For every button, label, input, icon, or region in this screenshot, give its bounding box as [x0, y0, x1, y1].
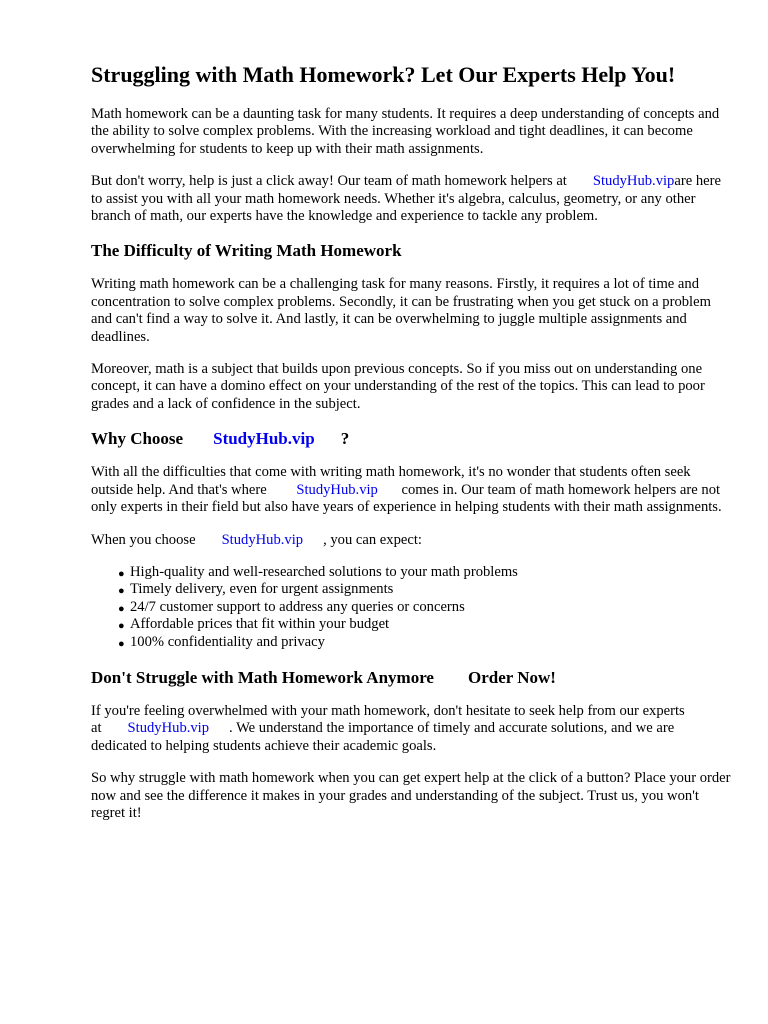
list-item-text: Affordable prices that fit within your budget [130, 616, 390, 633]
studyhub-link[interactable]: StudyHub.vip [127, 720, 210, 737]
order-heading-text: Don't Struggle with Math Homework Anymore [91, 667, 434, 687]
order-paragraph-1-text-before: If you're feeling overwhelmed with your math homework, don't hesitate to seek help from our experts at [91, 702, 685, 737]
why-choose-heading-text: Why Choose [91, 429, 184, 449]
bullet-icon: ● [118, 585, 125, 598]
order-paragraph-1 [91, 703, 731, 755]
difficulty-paragraph-1: Writing math homework can be a challenging task for many reasons. Firstly, it requires a lot of time and concentration to solve complex problems. Secondly, it can be frustrating when you get stuck on a problem and can't find a way to solve it. And lastly, it can be overwhelming to juggle multiple assignments and deadlines. [91, 276, 711, 345]
why-paragraph-1-text-before: With all the difficulties that come with writing math homework, it's no wonder that students often seek outside help. And that's where [91, 464, 691, 498]
list-item [118, 634, 731, 651]
studyhub-link[interactable]: StudyHub.vip [221, 531, 304, 548]
bullet-icon: ● [118, 620, 125, 633]
bullet-icon: ● [118, 602, 125, 615]
why-paragraph-1-text-after: comes in. Our team of math homework helpers are not only experts in their field but also have years of experience in helping students with their math assignments. [91, 481, 722, 516]
why-choose-heading-question-mark: ? [340, 429, 350, 449]
order-now-heading-text: Order Now! [467, 667, 556, 687]
studyhub-heading-link[interactable]: StudyHub.vip [213, 429, 315, 449]
bullet-icon: ● [118, 637, 125, 650]
studyhub-link[interactable]: StudyHub.vip [296, 481, 378, 498]
intro-paragraph-1: Math homework can be a daunting task for many students. It requires a deep understanding of concepts and the ability to solve complex problems. With the increasing workload and tight deadlines, it can become overwhelming for students to keep up with their math assignments. [91, 106, 720, 157]
page-title: Struggling with Math Homework? Let Our Experts Help You! [91, 62, 676, 87]
order-paragraph-2: So why struggle with math homework when you can get expert help at the click of a button? Place your order now and see the difference it makes in your grades and understanding of the subject. Trust us, you won't regret it! [91, 770, 731, 821]
why-paragraph-2 [91, 532, 731, 549]
list-item [118, 599, 731, 616]
bullet-icon: ● [118, 567, 125, 580]
list-item [118, 581, 731, 598]
intro-paragraph-2 [91, 173, 731, 225]
list-item-text: 24/7 customer support to address any queries or concerns [130, 598, 465, 615]
studyhub-link[interactable]: StudyHub.vip [592, 173, 675, 190]
list-item-text: 100% confidentiality and privacy [130, 633, 325, 650]
document-page [91, 60, 731, 837]
difficulty-paragraph-2: Moreover, math is a subject that builds upon previous concepts. So if you miss out on understanding one concept, it can have a domino effect on your understanding of the rest of the topics. This can lead to poor grades and a lack of confidence in the subject. [91, 361, 705, 412]
why-paragraph-2-text-before: When you choose [91, 531, 196, 548]
intro-paragraph-2-text-before: But don't worry, help is just a click away! Our team of math homework helpers at [91, 173, 567, 190]
list-item-text: High-quality and well-researched solutions to your math problems [130, 563, 518, 580]
section-heading-order [91, 667, 731, 689]
benefits-list [91, 564, 731, 651]
list-item [118, 564, 731, 581]
section-heading-why-choose [91, 428, 731, 450]
section-heading-difficulty: The Difficulty of Writing Math Homework [91, 241, 402, 261]
order-paragraph-1-text-after: . We understand the importance of timely and accurate solutions, and we are dedicated to helping students achieve their academic goals. [91, 720, 675, 754]
list-item-text: Timely delivery, even for urgent assignments [130, 581, 394, 598]
why-paragraph-1 [91, 464, 731, 516]
why-paragraph-2-text-after: , you can expect: [323, 531, 422, 548]
intro-paragraph-2-text-after: are here to assist you with all your math homework needs. Whether it's algebra, calculus, geometry, or any other branch of math, our experts have the knowledge and experience to tackle any problem. [91, 173, 721, 225]
list-item [118, 616, 731, 633]
